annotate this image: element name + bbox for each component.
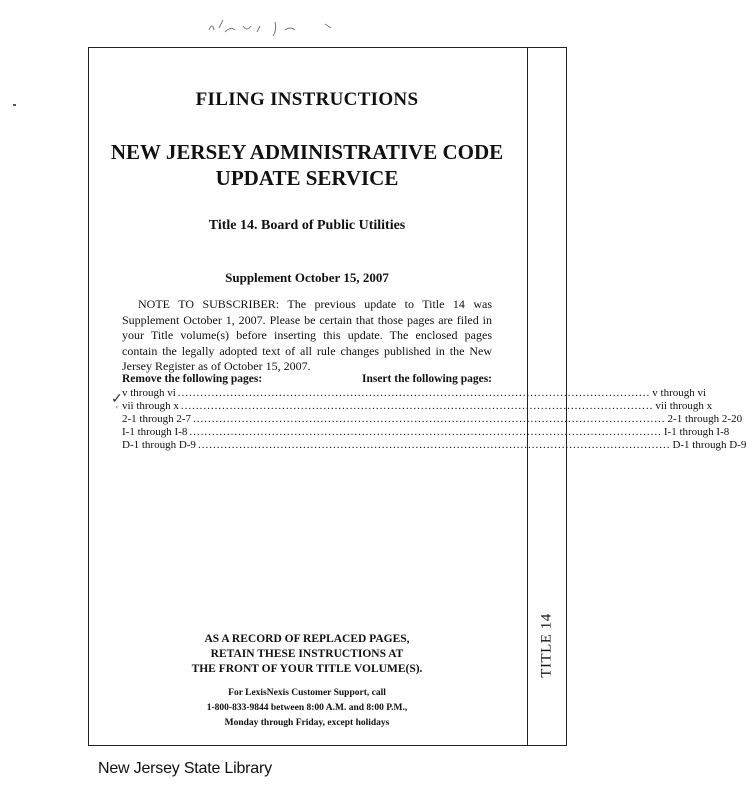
- retain-instructions: [90, 632, 524, 677]
- page-row: [122, 426, 730, 439]
- supplement-date: Supplement October 15, 2007: [225, 270, 389, 285]
- insert-header: Insert the following pages:: [361, 373, 492, 385]
- dot-leader: ..............................................................................................................................: [177, 387, 651, 399]
- handwritten-check-icon: ✓: [111, 392, 123, 407]
- remove-header: Remove the following pages:: [122, 373, 263, 385]
- insert-pages: D-1 through D-9: [672, 439, 746, 451]
- title-tab-label: [530, 600, 564, 690]
- insert-pages: I-1 through I-8: [663, 426, 730, 438]
- subscriber-note: NOTE TO SUBSCRIBER: The previous update to Title 14 was Supplement October 1, 2007. Please be certain that those pages are filed in your Title volume(s) before inserting this update. The enclosed pages contain the legally adopted text of all rule changes published in the New Jersey Register as of October 15, 2007.: [122, 297, 492, 373]
- support-line2: 1-800-833-9844 between 8:00 A.M. and 8:00 P.M.,: [206, 703, 408, 713]
- remove-pages: vii through x: [122, 400, 179, 412]
- tab-label-text: TITLE 14: [538, 612, 555, 678]
- title-heading: Title 14. Board of Public Utilities: [208, 218, 406, 233]
- insert-pages: 2-1 through 2-20: [667, 413, 743, 425]
- remove-pages: I-1 through I-8: [122, 426, 188, 438]
- retain-line3: THE FRONT OF YOUR TITLE VOLUME(S).: [191, 663, 423, 675]
- retain-line2: RETAIN THESE INSTRUCTIONS AT: [210, 648, 404, 660]
- library-stamp: New Jersey State Library: [98, 760, 272, 777]
- retain-line1: AS A RECORD OF REPLACED PAGES,: [204, 633, 410, 645]
- code-title: [90, 139, 524, 191]
- insert-pages: vii through x: [655, 400, 713, 412]
- filing-instructions-heading: FILING INSTRUCTIONS: [195, 89, 419, 110]
- remove-pages: v through vi: [122, 387, 176, 399]
- page-row: [122, 400, 713, 413]
- dot-leader: ..............................................................................................................................: [189, 426, 662, 438]
- dot-leader: ..............................................................................................................................: [180, 400, 654, 412]
- page-row: [122, 439, 746, 452]
- insert-pages: v through vi: [652, 387, 707, 399]
- handwritten-tick-icon: ': [116, 405, 118, 416]
- page-table-header: [122, 373, 492, 387]
- remove-pages: D-1 through D-9: [122, 439, 196, 451]
- code-title-line2: UPDATE SERVICE: [215, 166, 399, 190]
- support-line1: For LexisNexis Customer Support, call: [228, 688, 386, 698]
- handwritten-scribble: [205, 12, 365, 42]
- code-title-line1: NEW JERSEY ADMINISTRATIVE CODE: [110, 140, 504, 164]
- dot-leader: ..............................................................................................................................: [197, 439, 671, 451]
- page-replacement-table: [122, 373, 746, 452]
- page-row: [122, 413, 743, 426]
- page-row: [122, 387, 707, 400]
- stray-mark: [13, 104, 16, 106]
- customer-support-info: [90, 686, 524, 731]
- dot-leader: ..............................................................................................................................: [193, 413, 666, 425]
- support-line3: Monday through Friday, except holidays: [224, 718, 390, 728]
- remove-pages: 2-1 through 2-7: [122, 413, 192, 425]
